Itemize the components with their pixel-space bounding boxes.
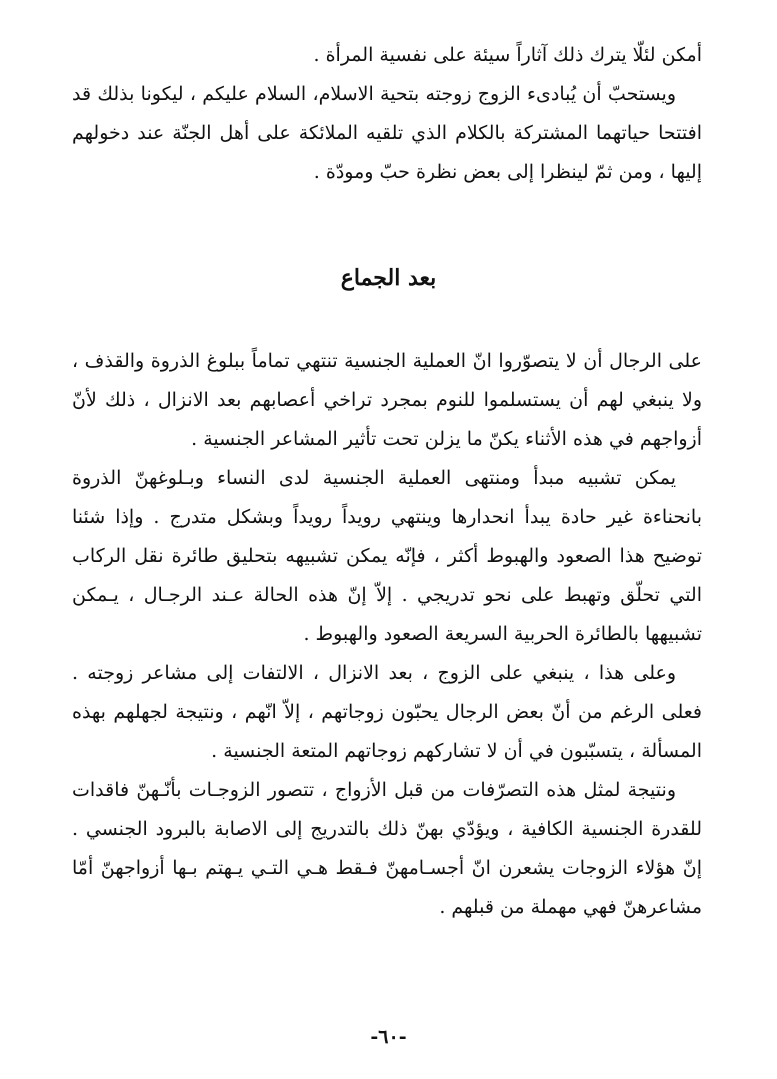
paragraph-4: ونتيجة لمثل هذه التصرّفات من قبل الأزواج ، تتصور الزوجـات بأنّـهنّ فاقدات للقدرة الجنسية الكافية ، ويؤدّي بهنّ ذلك بالتدريج إلى الاصابة بالبرود الجنسي . إنّ هؤلاء الزوجات يشعرن انّ أجسـامهنّ فـقط هـي التـي يـهتم بـها أزواجهنّ أمّا مشاعرهنّ فهي مهملة من قبلهم . <box>72 779 702 918</box>
paragraph-greeting: ويستحبّ أن يُبادىء الزوج زوجته بتحية الاسلام، السلام عليكم ، ليكونا بذلك قد افتتحا حياتهما المشتركة بالكلام الذي تلقيه الملائكة على أهل الجنّة عند دخولهم إليها ، ومن ثمّ لينظرا إلى بعض نظرة حبّ ومودّة . <box>72 83 702 183</box>
section-before-heading <box>72 36 702 192</box>
section-heading: بعد الجماع <box>340 265 437 291</box>
paragraph-continuation: أمكن لئلّا يترك ذلك آثاراً سيئة على نفسية المرأة . <box>313 44 702 66</box>
paragraph-2: يمكن تشبيه مبدأ ومنتهى العملية الجنسية لدى النساء وبـلوغهنّ الذروة بانحناءة غير حادة يبدأ انحدارها وينتهي رويداً رويداً وبشكل متدرج . وإذا شئنا توضيح هذا الصعود والهبوط أكثر ، فإنّه يمكن تشبيهه بتحليق طائرة نقل الركاب التي تحلّق وتهبط على نحو تدريجي . إلاّ إنّ هذه الحالة عـند الرجـال ، يـمكن تشبيهها بالطائرة الحربية السريعة الصعود والهبوط . <box>72 467 702 645</box>
paragraph-1: على الرجال أن لا يتصوّروا انّ العملية الجنسية تنتهي تماماً ببلوغ الذروة والقذف ، ولا ينبغي لهم أن يستسلموا للنوم بمجرد تراخي أعصابهم بعد الانزال ، ذلك لأنّ أزواجهم في هذه الأثناء يكنّ ما يزلن تحت تأثير المشاعر الجنسية . <box>72 350 702 450</box>
section-after-heading <box>72 342 702 927</box>
paragraph-3: وعلى هذا ، ينبغي على الزوج ، بعد الانزال ، الالتفات إلى مشاعر زوجته . فعلى الرغم من أنّ بعض الرجال يحبّون زوجاتهم ، إلاّ انّهم ، ونتيجة لجهلهم بهذه المسألة ، يتسبّبون في أن لا تشاركهم زوجاتهم المتعة الجنسية . <box>72 662 702 762</box>
page-number: -٦٠- <box>370 1026 407 1048</box>
